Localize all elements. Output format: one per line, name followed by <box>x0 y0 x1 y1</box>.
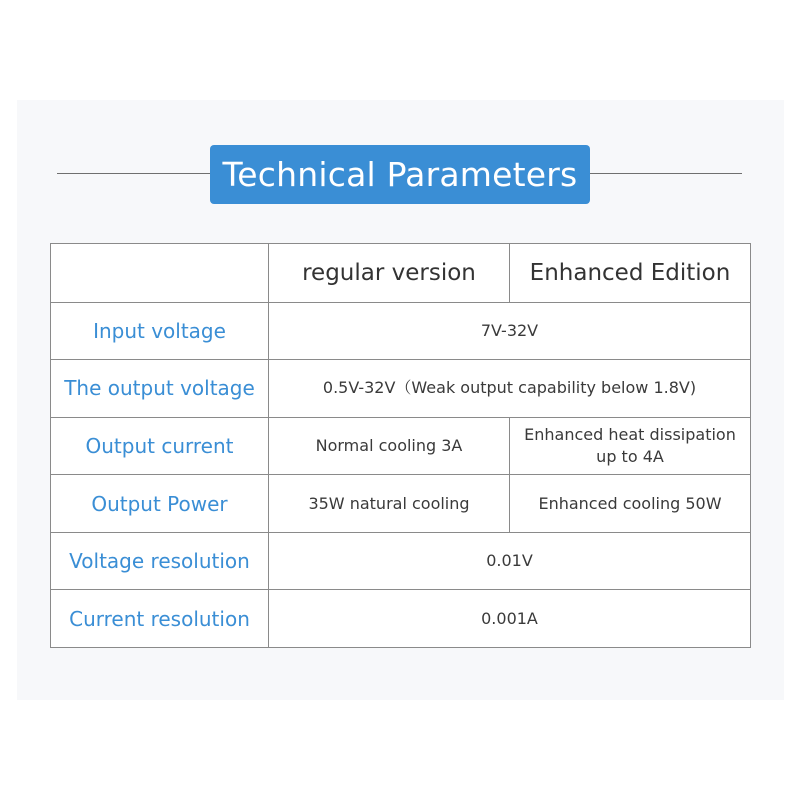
row-label-output-current: Output current <box>51 417 269 475</box>
title-rule-left <box>57 173 212 174</box>
value-output-current-enhanced: Enhanced heat dissipation up to 4A <box>510 417 751 475</box>
row-label-current-resolution: Current resolution <box>51 590 269 648</box>
table-row <box>51 590 751 648</box>
value-output-power-enhanced: Enhanced cooling 50W <box>510 475 751 533</box>
value-output-power-regular: 35W natural cooling <box>269 475 510 533</box>
row-label-voltage-resolution: Voltage resolution <box>51 532 269 590</box>
row-label-output-voltage: The output voltage <box>51 360 269 418</box>
value-output-current-regular: Normal cooling 3A <box>269 417 510 475</box>
page-title: Technical Parameters <box>222 155 578 194</box>
table-row <box>51 417 751 475</box>
value-current-resolution: 0.001A <box>269 590 751 648</box>
value-voltage-resolution: 0.01V <box>269 532 751 590</box>
table-header-row <box>51 244 751 303</box>
table-row <box>51 302 751 360</box>
value-output-voltage: 0.5V-32V（Weak output capability below 1.8V) <box>269 360 751 418</box>
row-label-output-power: Output Power <box>51 475 269 533</box>
row-label-input-voltage: Input voltage <box>51 302 269 360</box>
header-empty-cell <box>51 244 269 303</box>
table-row <box>51 360 751 418</box>
value-input-voltage: 7V-32V <box>269 302 751 360</box>
header-regular-version: regular version <box>269 244 510 303</box>
spec-table <box>50 243 751 648</box>
table-row <box>51 532 751 590</box>
table-row <box>51 475 751 533</box>
header-enhanced-edition: Enhanced Edition <box>510 244 751 303</box>
title-rule-right <box>589 173 742 174</box>
title-banner <box>210 145 590 204</box>
